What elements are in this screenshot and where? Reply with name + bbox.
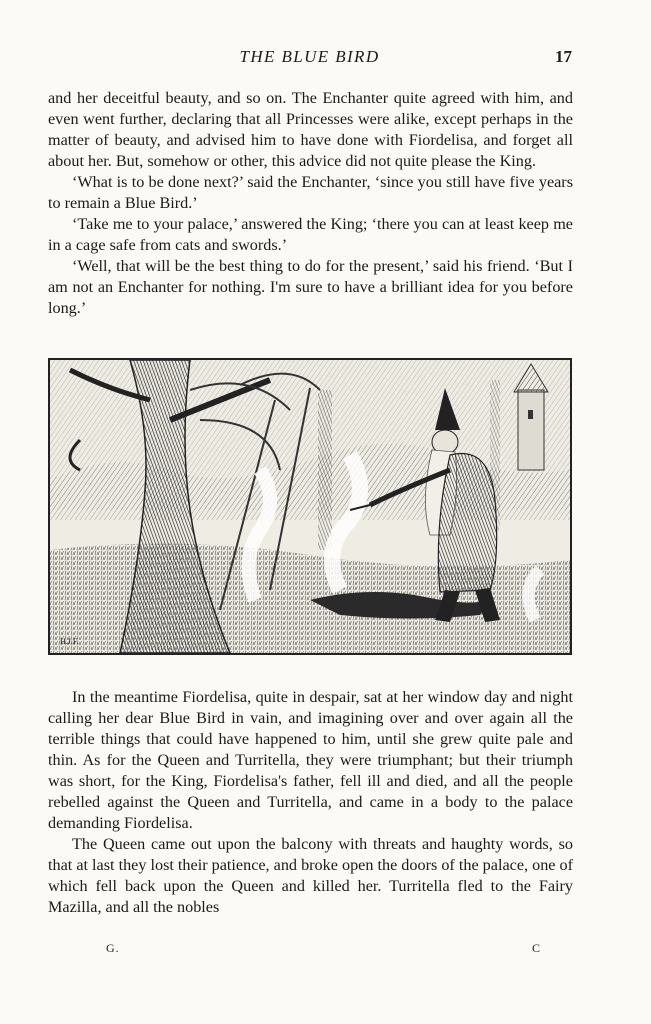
paragraph: The Queen came out upon the balcony with threats and haughty words, so that at last they lost their patience, and broke open the doors of the palace, one of which fell back upon the Queen and killed her. Turritella fled to the Fairy Mazilla, and all the nobles (48, 835, 574, 916)
page-footer (48, 941, 573, 961)
page-header (47, 47, 572, 69)
artist-signature: H.J.F. (60, 637, 79, 646)
engraving (50, 360, 570, 653)
running-title: THE BLUE BIRD (239, 47, 380, 66)
paragraph: and her deceitful beauty, and so on. The Enchanter quite agreed with him, and even went further, declaring that all Princesses were alike, except perhaps in the matter of beauty, and advised him to have done with Fiordelisa, and forget all about her. But, somehow or other, this advice did not quite please the King. (48, 89, 573, 170)
text-block-top (48, 88, 573, 319)
page-number: 17 (555, 47, 572, 66)
text-block-bottom (48, 687, 573, 918)
signature-mark: G. (106, 941, 120, 955)
sheet-letter: C (531, 941, 541, 955)
paragraph: ‘Well, that will be the best thing to do for the present,’ said his friend. ‘But I am not an Enchanter for nothing. I'm sure to have a brilliant idea for you before long.’ (48, 257, 573, 317)
paragraph: In the meantime Fiordelisa, quite in despair, sat at her window day and night calling her dear Blue Bird in vain, and imagining over and over again all the terrible things that could have happened to him, until she grew quite pale and thin. As for the Queen and Turritella, they were triumphant; but their triumph was short, for the King, Fiordelisa's father, fell ill and died, and all the people rebelled against the Queen and Turritella, and came in a body to the palace demanding Fiordelisa. (48, 688, 573, 832)
illustration-enchanter (48, 358, 572, 655)
paragraph: ‘What is to be done next?’ said the Enchanter, ‘since you still have five years to remain a Blue Bird.’ (48, 173, 573, 212)
paragraph: ‘Take me to your palace,’ answered the King; ‘there you can at least keep me in a cage safe from cats and swords.’ (48, 215, 573, 254)
